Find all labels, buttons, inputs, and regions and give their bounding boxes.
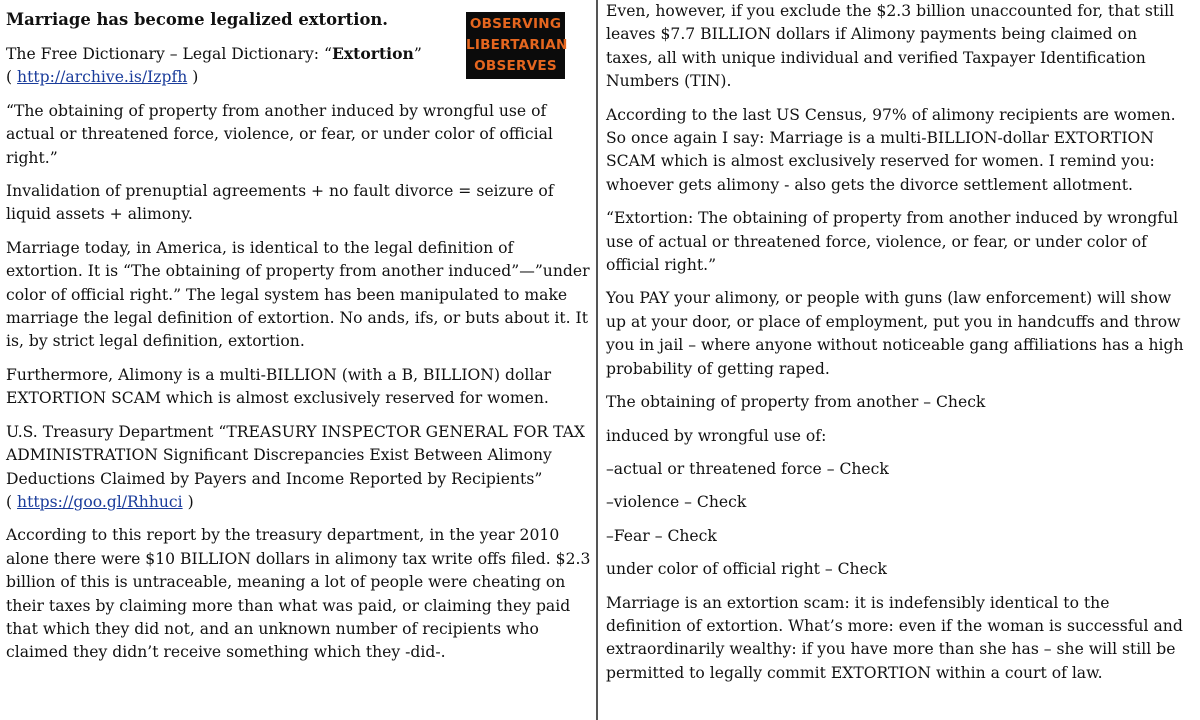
marriage-today-paragraph: Marriage today, in America, is identical to the legal definition of extortion. It is “The obtaining of property from another induced”—”under color of official right.” The legal system has been manipulated to make marriage the legal definition of extortion. No ands, ifs, or buts about it. It is, by strict legal definition, extortion.: [6, 238, 590, 351]
left-column: [0, 0, 596, 720]
archive-link[interactable]: http://archive.is/Izpfh: [17, 68, 188, 87]
link2-close: ): [182, 492, 194, 511]
report-link[interactable]: https://goo.gl/Rhhuci: [17, 492, 183, 511]
dictionary-prefix: The Free Dictionary – Legal Dictionary: “: [6, 45, 332, 63]
extortion-quote-paragraph: “The obtaining of property from another induced by wrongful use of actual or threatened force, violence, or fear, or under color of official right.”: [6, 101, 553, 167]
checklist-item: The obtaining of property from another – Check: [606, 393, 986, 412]
census-paragraph: According to the last US Census, 97% of alimony recipients are women. So once again I say: Marriage is a multi-BILLION-dollar EXTORTION SCAM which is almost exclusively reserved for women. I remind you: whoever gets alimony - also gets the divorce settlement allotment.: [606, 105, 1176, 194]
dictionary-term: Extortion: [331, 44, 414, 63]
treasury-paragraph: [6, 421, 592, 515]
extortion-definition-paragraph: “Extortion: The obtaining of property from another induced by wrongful use of actual or threatened force, violence, or fear, or under color of official right.”: [606, 209, 1179, 275]
checklist-item: –violence – Check: [606, 493, 747, 512]
report-paragraph: According to this report by the treasury department, in the year 2010 alone there were $10 BILLION dollars in alimony tax write offs filed. $2.3 billion of this is untraceable, meaning a lot of people were cheating on their taxes by claiming more than what was paid, or claiming they paid that which they did not, and an unknown number of recipients who claimed they didn’t receive something which they -did-.: [6, 526, 591, 662]
article-title: Marriage has become legalized extortion.: [6, 10, 389, 29]
checklist-item: induced by wrongful use of:: [606, 426, 827, 445]
link2-open: (: [6, 492, 18, 511]
observing-libertarian-logo: [466, 12, 568, 79]
pay-alimony-paragraph: You PAY your alimony, or people with guns (law enforcement) will show up at your door, or place of employment, put you in handcuffs and throw you in jail – where anyone without noticeable gang affiliations has a high probability of getting raped.: [606, 289, 1184, 378]
checklist-item: –Fear – Check: [606, 526, 717, 545]
dictionary-suffix: ”: [413, 45, 422, 63]
checklist-item: –actual or threatened force – Check: [606, 459, 889, 478]
treasury-text: U.S. Treasury Department “TREASURY INSPECTOR GENERAL FOR TAX ADMINISTRATION Significant Discrepancies Exist Between Alimony Deductions Claimed by Payers and Income Reported by Recipients”: [6, 422, 586, 488]
invalidation-paragraph: Invalidation of prenuptial agreements + no fault divorce = seizure of liquid assets + alimony.: [6, 182, 554, 224]
logo-line-3: OBSERVES: [474, 58, 557, 74]
checklist-item: under color of official right – Check: [606, 560, 887, 579]
right-column: [598, 0, 1200, 720]
furthermore-paragraph: Furthermore, Alimony is a multi-BILLION (with a B, BILLION) dollar EXTORTION SCAM which is almost exclusively reserved for women.: [6, 365, 552, 408]
link1-open: (: [6, 68, 18, 87]
conclusion-paragraph: Marriage is an extortion scam: it is indefensibly identical to the definition of extortion. What’s more: even if the woman is successful and extraordinarily wealthy: if you have more than she has – she will still be permitted to legally commit EXTORTION within a court of law.: [606, 593, 1183, 682]
logo-line-1: OBSERVING: [469, 16, 562, 32]
logo-line-2: LIBERTARIAN: [466, 37, 568, 53]
exclude-paragraph: Even, however, if you exclude the $2.3 billion unaccounted for, that still leaves $7.7 BILLION dollars if Alimony payments being claimed on taxes, all with unique individual and verified Taxpayer Identification Numbers (TIN).: [606, 2, 1175, 91]
link1-close: ): [187, 68, 199, 87]
